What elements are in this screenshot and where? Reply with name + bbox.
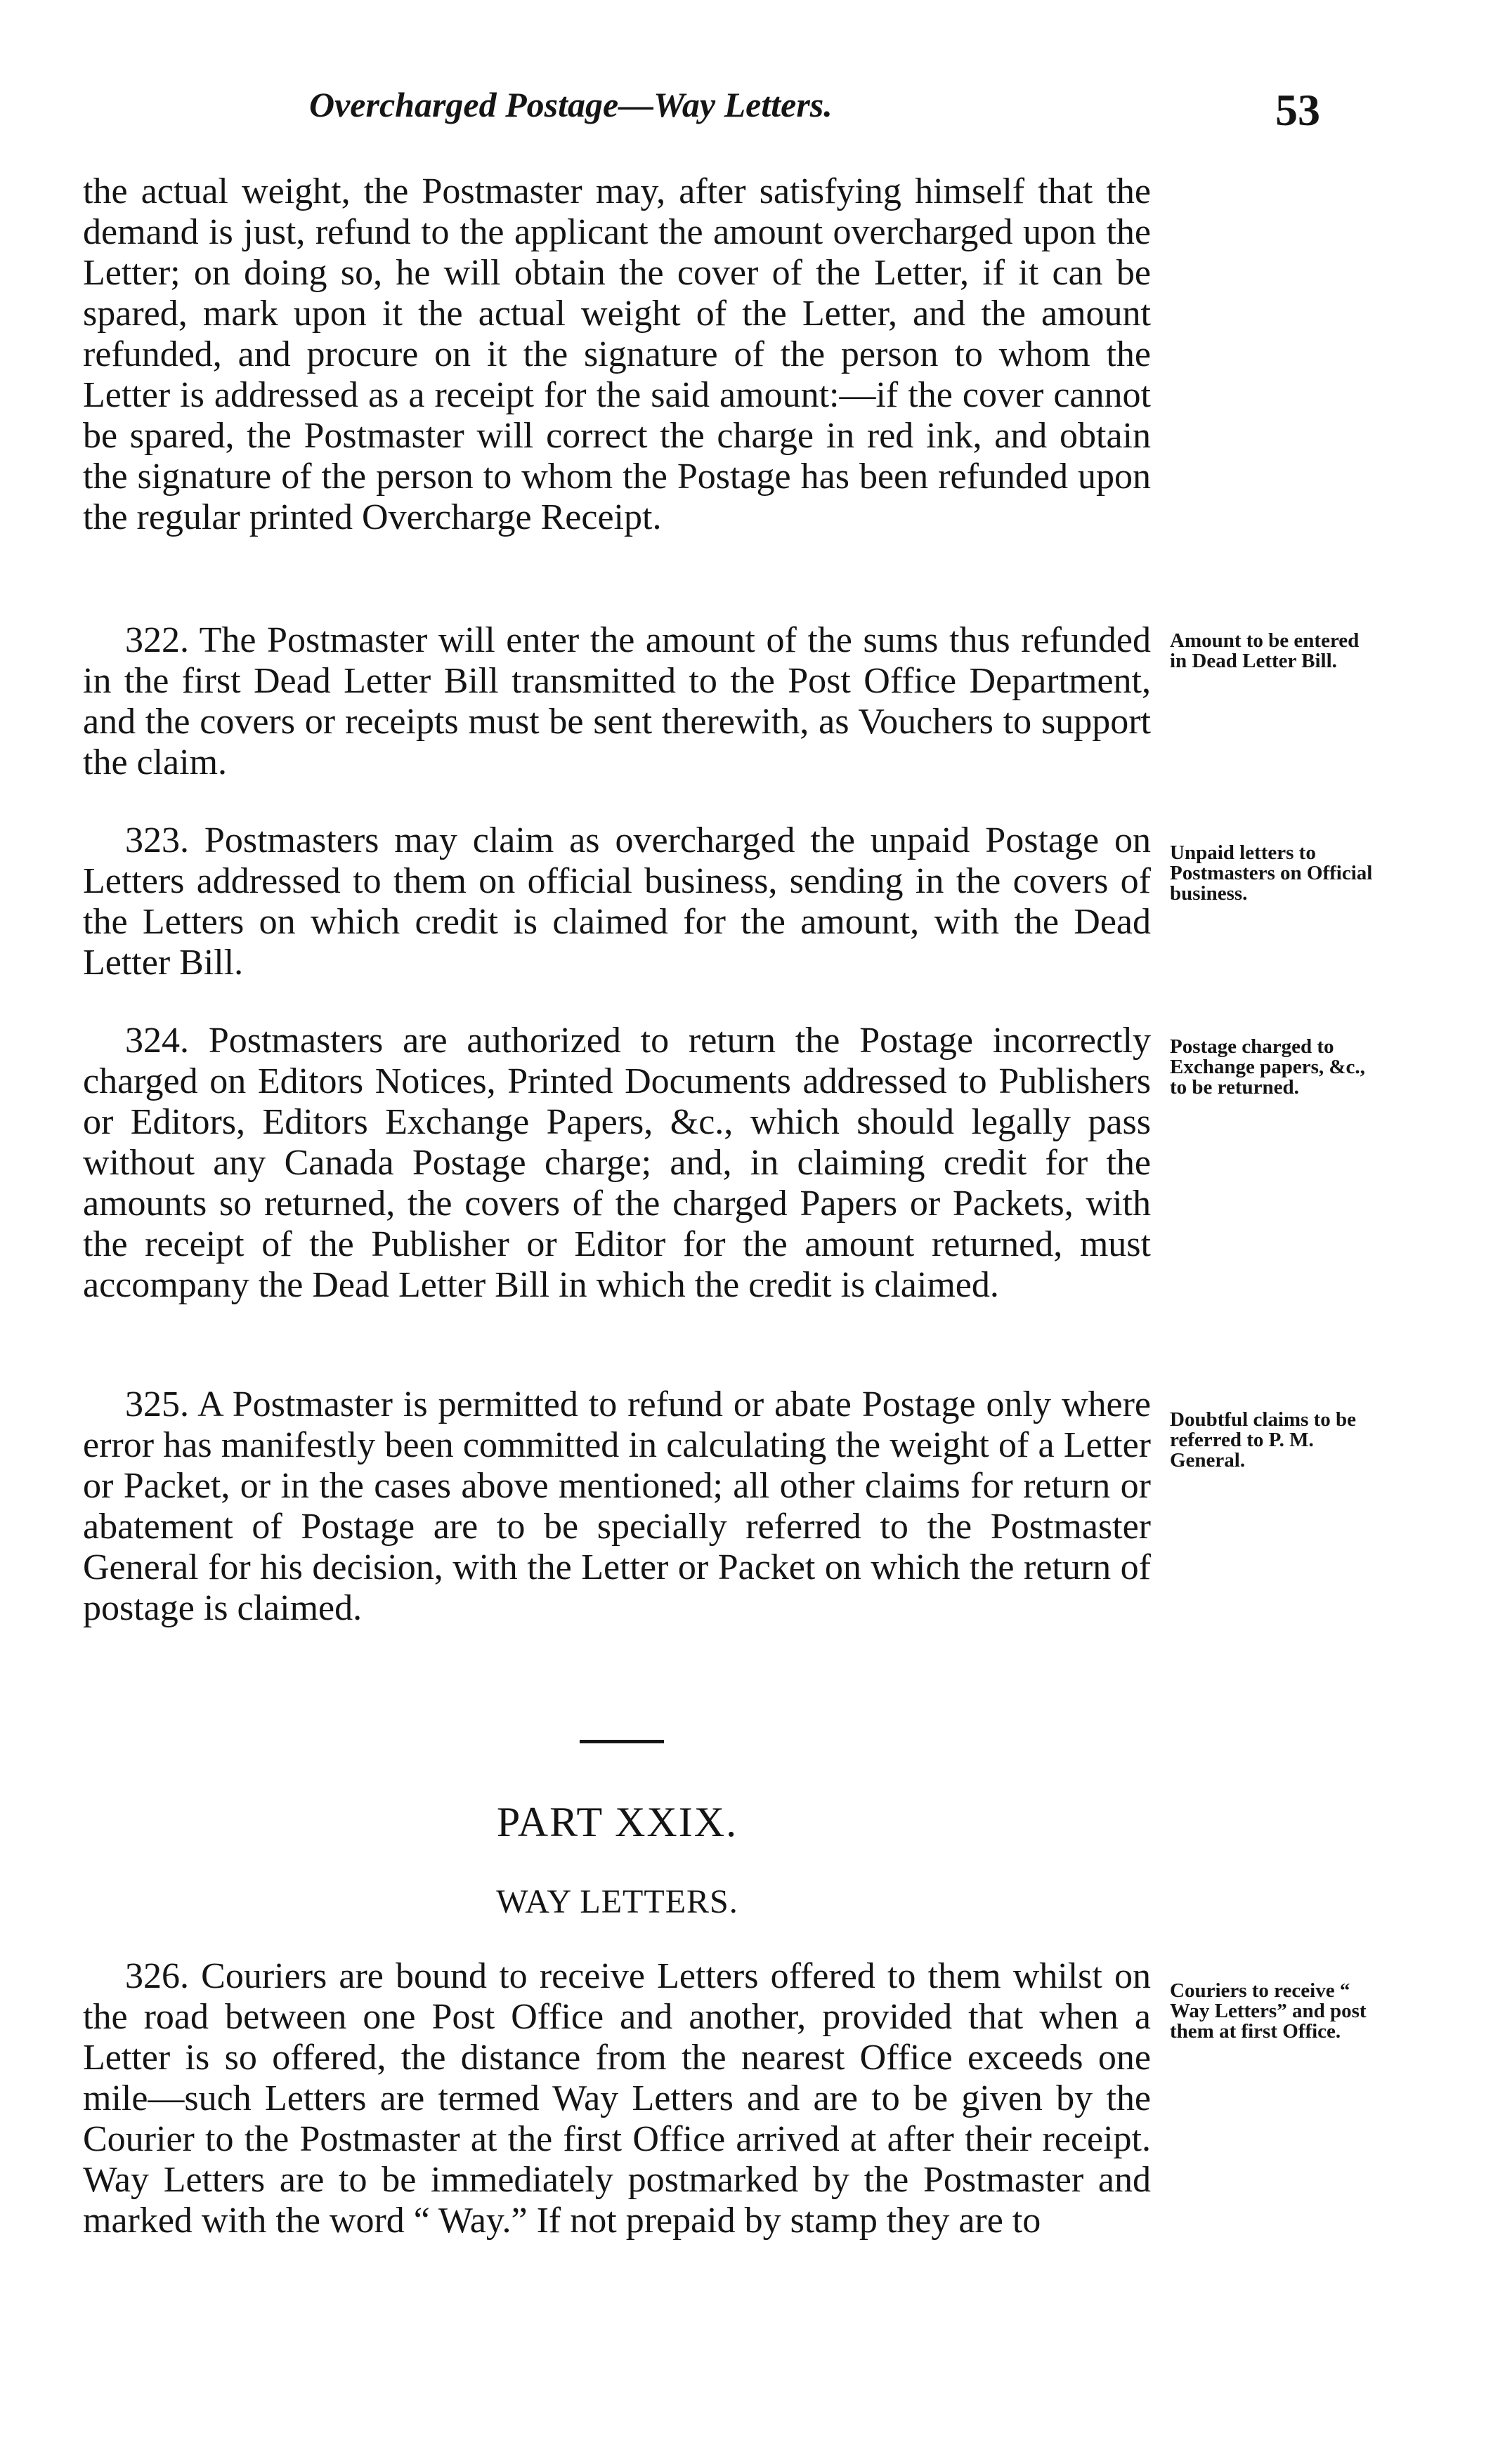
paragraph-322: 322. The Postmaster will enter the amount of the sums thus refunded in the first Dead Letter Bill transmitted to the Post Office Department, and the covers or receipts must be sent therewith, as Vouchers to support the claim.: [83, 620, 1151, 782]
paragraph-326: 326. Couriers are bound to receive Letters offered to them whilst on the road between one Post Office and another, provided that when a Letter is so offered, the distance from the nearest Office exceeds one mile—such Letters are termed Way Letters and are to be given by the Courier to the Postmaster at the first Office arrived at after their receipt. Way Letters are to be immediately postmarked by the Postmaster and marked with the word “ Way.” If not prepaid by stamp they are to: [83, 1956, 1151, 2241]
part-heading: PART XXIX.: [496, 1799, 738, 1845]
margin-note-322: Amount to be entered in Dead Letter Bill.: [1170, 629, 1360, 672]
paragraph-324: 324. Postmasters are authorized to return the Postage incorrectly charged on Editors Notices, Printed Documents addressed to Publishers or Editors, Editors Exchange Papers, &c., which should legally pass without any Canada Postage charge; and, in claiming credit for the amounts so returned, the covers of the charged Papers or Packets, with the receipt of the Publisher or Editor for the amount returned, must accompany the Dead Letter Bill in which the credit is claimed.: [83, 1021, 1151, 1305]
margin-note-326: Couriers to receive “ Way Letters” and post them at first Office.: [1170, 1979, 1367, 2043]
paragraph-323: 323. Postmasters may claim as overcharged the unpaid Postage on Letters addressed to them on official business, sending in the covers of the Letters on which credit is claimed for the amount, with the Dead Letter Bill.: [83, 820, 1151, 983]
paragraph-325: 325. A Postmaster is permitted to refund or abate Postage only where error has manifestly been committed in calculating the weight of a Letter or Packet, or in the cases above mentioned; all other claims for return or abatement of Postage are to be specially referred to the Postmaster General for his decision, with the Letter or Packet on which the return of postage is claimed.: [83, 1384, 1151, 1628]
page-number: 53: [1275, 85, 1320, 135]
paragraph-321-continuation: the actual weight, the Postmaster may, after satisfying himself that the demand is just, refund to the applicant the amount overcharged upon the Letter; on doing so, he will obtain the cover of the Letter, if it can be spared, mark upon it the actual weight of the Letter, and the amount refunded, and procure on it the signature of the person to whom the Letter is addressed as a receipt for the said amount:—if the cover cannot be spared, the Postmaster will correct the charge in red ink, and obtain the signature of the person to whom the Postage has been refunded upon the regular printed Overcharge Receipt.: [83, 171, 1151, 537]
margin-note-323: Unpaid letters to Postmasters on Official business.: [1170, 841, 1373, 905]
running-title: Overcharged Postage—Way Letters.: [309, 85, 833, 124]
margin-note-325: Doubtful claims to be referred to P. M. General.: [1170, 1408, 1357, 1472]
section-divider-rule: [580, 1740, 664, 1743]
section-heading: WAY LETTERS.: [496, 1883, 738, 1920]
margin-note-324: Postage charged to Exchange papers, &c., to be returned.: [1170, 1035, 1365, 1099]
